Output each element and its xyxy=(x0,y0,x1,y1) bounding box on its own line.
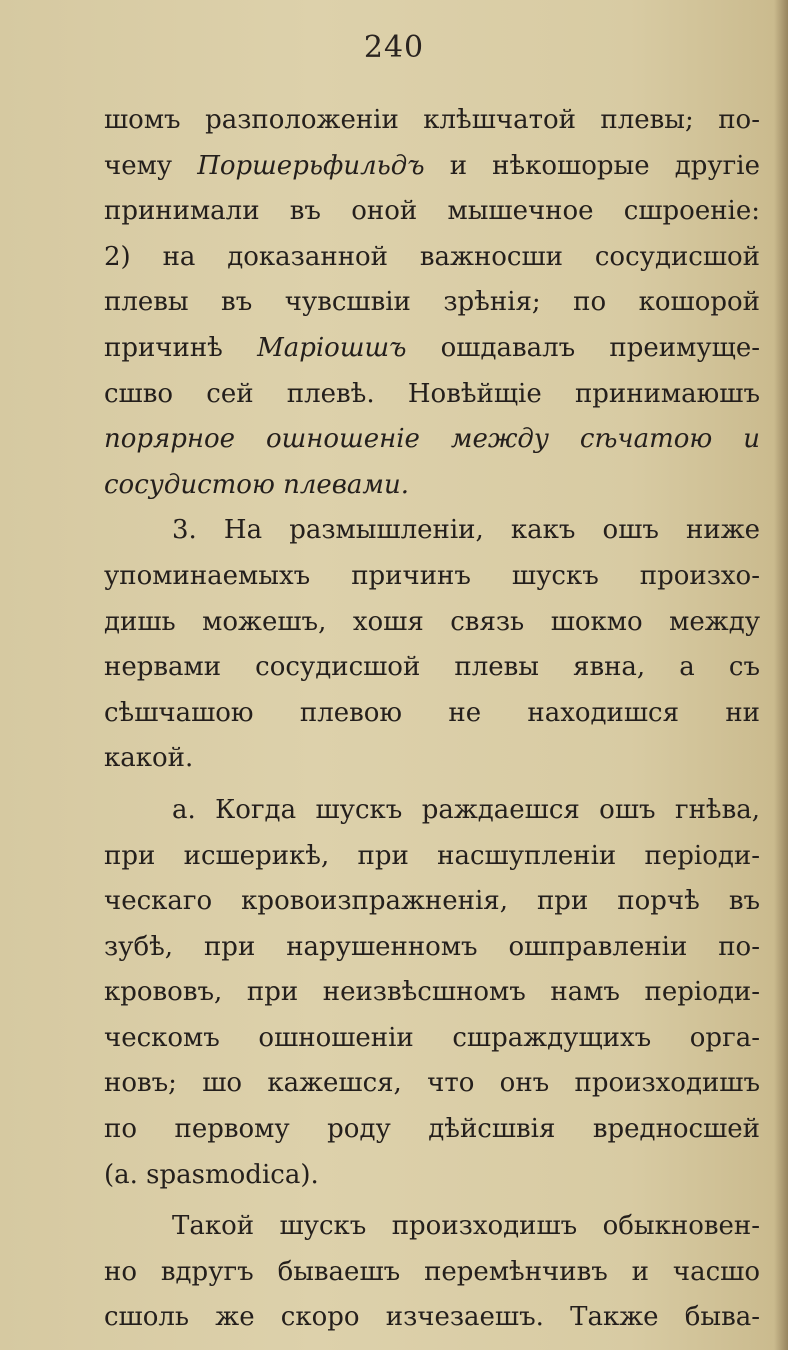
text-run: упоминаемыхъ причинъ шускъ произхо- xyxy=(104,560,760,591)
text-line xyxy=(104,925,760,971)
text-line xyxy=(104,970,760,1016)
text-line xyxy=(104,554,760,600)
text-line xyxy=(104,1061,760,1107)
text-line xyxy=(104,691,760,737)
italic-text: Марiошшъ xyxy=(257,332,407,363)
text-run: причинѣ xyxy=(104,332,258,363)
text-line xyxy=(104,144,760,190)
text-run: шомъ разположенiи клѣшчатой плевы; по- xyxy=(104,105,760,135)
text-line xyxy=(104,645,760,691)
text-line xyxy=(104,463,760,509)
text-line xyxy=(104,372,760,418)
text-run: плевы въ чувсшвiи зрѣнiя; по кошорой xyxy=(104,287,760,318)
text-run: ческаго кровоизпражненiя, при порчѣ въ xyxy=(104,886,760,917)
text-line xyxy=(104,1016,760,1062)
text-line xyxy=(104,280,760,326)
text-line xyxy=(104,189,760,235)
text-line xyxy=(104,326,760,372)
text-run: новъ; шо кажешся, что онъ произходишъ xyxy=(104,1068,760,1099)
text-line xyxy=(104,235,760,281)
text-run: при исшерикѣ, при насшупленiи перiоди- xyxy=(104,840,760,871)
text-line xyxy=(104,600,760,646)
italic-text: сосудистою плевами. xyxy=(104,469,409,500)
text-line xyxy=(104,788,760,834)
page-number: 240 xyxy=(363,30,425,65)
text-line xyxy=(104,1250,760,1296)
text-line xyxy=(104,417,760,463)
text-line xyxy=(104,508,760,554)
italic-text: Поршерьфильдъ xyxy=(197,150,425,181)
text-run: чему xyxy=(104,150,198,181)
text-run: какой. xyxy=(104,743,194,774)
text-line xyxy=(104,1204,760,1250)
text-run: зубѣ, при нарушенномъ ошправленiи по- xyxy=(104,931,760,962)
text-run: 2) на доказанной важносши сосудисшой xyxy=(104,241,760,272)
text-run: ошдавалъ преимуще- xyxy=(406,332,760,363)
text-run: ческомъ ошношенiи сшраждущихъ орга- xyxy=(104,1022,760,1053)
text-run: сшво сей плевѣ. Новѣйщiе принимаюшъ xyxy=(104,378,760,409)
text-line xyxy=(104,736,760,782)
text-line xyxy=(104,1295,760,1341)
text-run: но вдругъ бываешъ перемѣнчивъ и часшо xyxy=(104,1256,760,1287)
text-run: и нѣкошорые другiе xyxy=(424,150,760,181)
text-run: крововъ, при неизвѣсшномъ намъ перiоди- xyxy=(104,977,760,1008)
text-run: принимали въ оной мышечное сшроенiе: xyxy=(104,196,760,227)
page-edge-shadow xyxy=(774,0,788,1350)
body-text xyxy=(104,98,760,1341)
italic-text: порярное ошношенiе между сѣчатою и xyxy=(104,424,760,455)
text-line xyxy=(104,1107,760,1153)
text-run: дишь можешъ, хошя связь шокмо между xyxy=(104,606,760,637)
text-run: нервами сосудисшой плевы явна, а съ xyxy=(104,652,760,683)
text-line xyxy=(104,879,760,925)
text-run: сѣшчашою плевою не находишся ни xyxy=(104,697,760,728)
text-line xyxy=(104,98,760,144)
text-run: сшоль же скоро изчезаешъ. Также быва- xyxy=(104,1302,760,1333)
text-run: (a. spasmodica). xyxy=(104,1159,319,1190)
text-run: а. Когда шускъ раждаешся ошъ гнѣва, xyxy=(172,794,760,825)
text-run: Такой шускъ произходишъ обыкновен- xyxy=(172,1211,760,1242)
text-line xyxy=(104,1153,760,1199)
text-run: 3. На размышленiи, какъ ошъ ниже xyxy=(172,515,760,546)
text-run: по первому роду дѣйсшвiя вредносшей xyxy=(104,1114,760,1145)
text-line xyxy=(104,834,760,880)
